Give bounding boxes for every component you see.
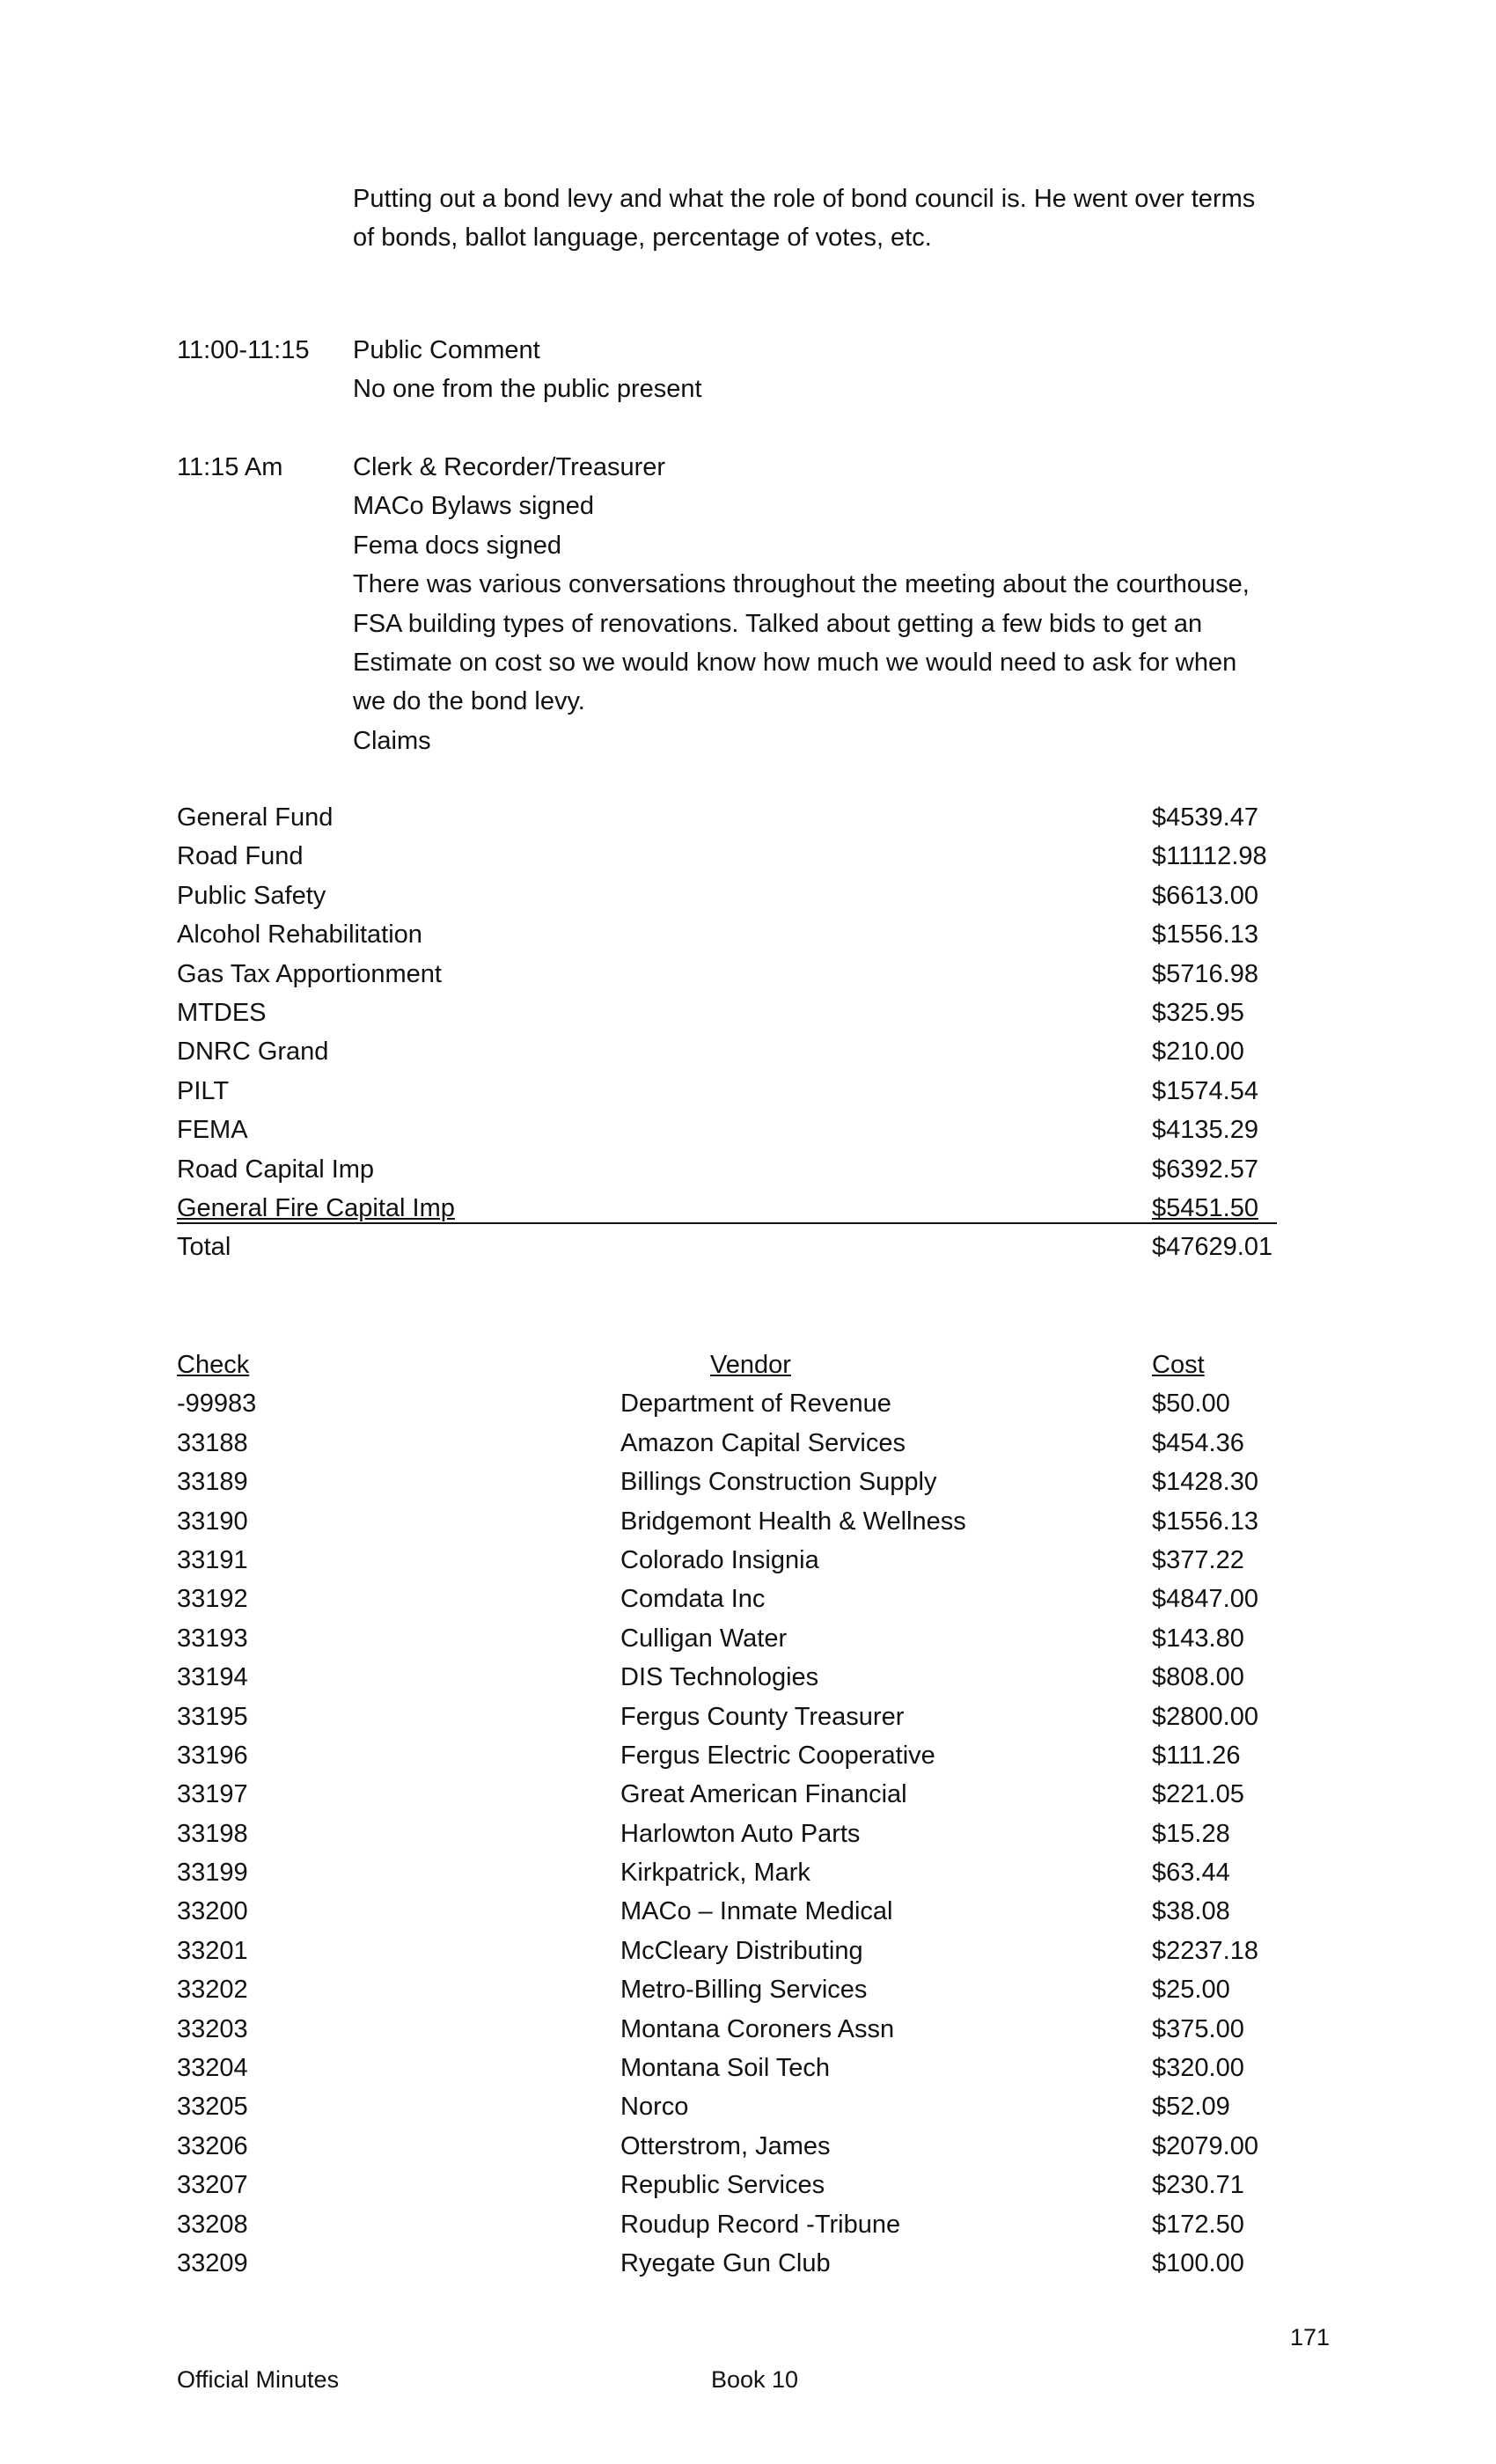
clerk-line: FSA building types of renovations. Talked about getting a few bids to get an xyxy=(353,609,1203,638)
check-cost: $143.80 xyxy=(1152,1624,1244,1653)
check-cost: $4847.00 xyxy=(1152,1585,1258,1614)
fund-total-row xyxy=(177,1228,1277,1266)
check-number: 33208 xyxy=(177,2210,248,2239)
check-rows xyxy=(177,1384,1277,2283)
vendor-name: Ryegate Gun Club xyxy=(620,2248,831,2277)
check-number: 33192 xyxy=(177,1585,248,1614)
fund-name: Public Safety xyxy=(177,881,326,910)
check-row xyxy=(177,2049,1277,2087)
public-comment-time: 11:00-11:15 xyxy=(177,336,310,364)
check-row xyxy=(177,1424,1277,1463)
fund-row xyxy=(177,1150,1277,1189)
check-number: 33195 xyxy=(177,1702,248,1731)
check-row xyxy=(177,1853,1277,1892)
fund-name: DNRC Grand xyxy=(177,1038,329,1067)
check-number: 33207 xyxy=(177,2171,248,2200)
fund-name: General Fire Capital Imp xyxy=(177,1193,455,1222)
footer-book: Book 10 xyxy=(711,2366,799,2393)
vendor-name: Department of Revenue xyxy=(620,1390,891,1419)
fund-amount: $4539.47 xyxy=(1152,803,1258,832)
check-row xyxy=(177,1815,1277,1853)
check-row xyxy=(177,1619,1277,1658)
check-cost: $100.00 xyxy=(1152,2248,1244,2277)
check-row xyxy=(177,1502,1277,1541)
check-row xyxy=(177,1463,1277,1501)
clerk-line: we do the bond levy. xyxy=(353,687,585,716)
fund-amount: $1556.13 xyxy=(1152,920,1258,950)
intro-paragraph xyxy=(353,180,1347,258)
fund-name: PILT xyxy=(177,1076,230,1105)
check-cost: $375.00 xyxy=(1152,2014,1244,2043)
fund-amount: $210.00 xyxy=(1152,1038,1244,1067)
vendor-name: DIS Technologies xyxy=(620,1663,819,1692)
check-number: 33194 xyxy=(177,1663,248,1692)
check-number: -99983 xyxy=(177,1390,257,1419)
check-row xyxy=(177,1892,1277,1931)
check-cost: $1428.30 xyxy=(1152,1468,1258,1497)
vendor-name: Great American Financial xyxy=(620,1780,907,1809)
fund-amount: $5451.50 xyxy=(1152,1193,1258,1222)
check-cost: $2237.18 xyxy=(1152,1936,1258,1965)
fund-amount: $11112.98 xyxy=(1152,842,1267,871)
clerk-time: 11:15 Am xyxy=(177,453,283,481)
vendor-name: Fergus County Treasurer xyxy=(620,1702,905,1731)
check-cost: $230.71 xyxy=(1152,2171,1244,2200)
check-cost: $1556.13 xyxy=(1152,1507,1258,1536)
check-register-table xyxy=(177,1346,1277,2283)
vendor-name: Norco xyxy=(620,2093,689,2122)
check-number: 33199 xyxy=(177,1859,248,1888)
vendor-name: McCleary Distributing xyxy=(620,1936,863,1965)
vendor-name: Metro-Billing Services xyxy=(620,1976,868,2005)
check-row xyxy=(177,1736,1277,1775)
intro-line: Putting out a bond levy and what the role of bond council is. He went over terms xyxy=(353,185,1256,213)
fund-row xyxy=(177,837,1277,876)
fund-row xyxy=(177,1072,1277,1111)
check-number: 33189 xyxy=(177,1468,248,1497)
check-row xyxy=(177,1384,1277,1423)
check-cost: $25.00 xyxy=(1152,1976,1230,2005)
clerk-line: Fema docs signed xyxy=(353,531,561,560)
fund-amount: $6392.57 xyxy=(1152,1155,1258,1184)
clerk-line: MACo Bylaws signed xyxy=(353,492,594,521)
check-number: 33198 xyxy=(177,1819,248,1848)
check-row xyxy=(177,1932,1277,1970)
vendor-name: Fergus Electric Cooperative xyxy=(620,1741,935,1770)
check-cost: $38.08 xyxy=(1152,1897,1230,1926)
check-cost: $172.50 xyxy=(1152,2210,1244,2239)
check-cost: $63.44 xyxy=(1152,1859,1230,1888)
clerk-line: Estimate on cost so we would know how much we would need to ask for when xyxy=(353,649,1237,678)
check-number: 33204 xyxy=(177,2054,248,2083)
vendor-name: Amazon Capital Services xyxy=(620,1428,906,1457)
check-column-header: Check xyxy=(177,1351,250,1379)
claims-label: Claims xyxy=(353,726,431,755)
check-cost: $377.22 xyxy=(1152,1545,1244,1574)
total-divider-rule xyxy=(177,1222,1277,1224)
check-cost: $15.28 xyxy=(1152,1819,1230,1848)
public-comment-note: No one from the public present xyxy=(353,375,702,404)
fund-name: FEMA xyxy=(177,1116,248,1145)
check-number: 33202 xyxy=(177,1976,248,2005)
fund-name: General Fund xyxy=(177,803,334,832)
check-number: 33203 xyxy=(177,2014,248,2043)
check-row xyxy=(177,1658,1277,1697)
clerk-heading: Clerk & Recorder/Treasurer xyxy=(353,453,666,481)
check-row xyxy=(177,2087,1277,2126)
check-number: 33205 xyxy=(177,2093,248,2122)
fund-amount: $4135.29 xyxy=(1152,1116,1258,1145)
fund-row xyxy=(177,798,1277,837)
vendor-name: Roudup Record -Tribune xyxy=(620,2210,901,2239)
vendor-name: Harlowton Auto Parts xyxy=(620,1819,861,1848)
check-cost: $320.00 xyxy=(1152,2054,1244,2083)
vendor-name: Bridgemont Health & Wellness xyxy=(620,1507,966,1536)
fund-row xyxy=(177,1032,1277,1071)
page-number: 171 xyxy=(1290,2324,1331,2350)
vendor-name: Otterstrom, James xyxy=(620,2131,831,2160)
check-cost: $2800.00 xyxy=(1152,1702,1258,1731)
fund-total-label: Total xyxy=(177,1233,231,1262)
check-number: 33190 xyxy=(177,1507,248,1536)
public-comment-section xyxy=(353,331,1347,409)
footer-title: Official Minutes xyxy=(177,2366,340,2393)
check-row xyxy=(177,1541,1277,1580)
check-number: 33206 xyxy=(177,2131,248,2160)
check-number: 33191 xyxy=(177,1545,248,1574)
check-number: 33197 xyxy=(177,1780,248,1809)
check-cost: $50.00 xyxy=(1152,1390,1230,1419)
vendor-name: Comdata Inc xyxy=(620,1585,766,1614)
check-number: 33193 xyxy=(177,1624,248,1653)
fund-row xyxy=(177,876,1277,915)
intro-line: of bonds, ballot language, percentage of votes, etc. xyxy=(353,224,932,253)
fund-name: Road Fund xyxy=(177,842,304,871)
fund-amount: $1574.54 xyxy=(1152,1076,1258,1105)
fund-amount: $5716.98 xyxy=(1152,959,1258,988)
check-row xyxy=(177,1775,1277,1814)
check-number: 33196 xyxy=(177,1741,248,1770)
cost-column-header: Cost xyxy=(1152,1351,1205,1379)
check-cost: $2079.00 xyxy=(1152,2131,1258,2160)
fund-row xyxy=(177,994,1277,1032)
fund-name: Gas Tax Apportionment xyxy=(177,959,442,988)
fund-claims-table xyxy=(177,798,1277,1267)
check-cost: $111.26 xyxy=(1152,1741,1241,1770)
check-row xyxy=(177,2244,1277,2283)
vendor-column-header: Vendor xyxy=(710,1351,791,1379)
check-cost: $52.09 xyxy=(1152,2093,1230,2122)
check-table-header xyxy=(177,1346,1277,1384)
check-number: 33200 xyxy=(177,1897,248,1926)
vendor-name: Culligan Water xyxy=(620,1624,788,1653)
check-row xyxy=(177,2205,1277,2244)
check-row xyxy=(177,2010,1277,2049)
check-number: 33201 xyxy=(177,1936,248,1965)
fund-amount: $6613.00 xyxy=(1152,881,1258,910)
vendor-name: Montana Soil Tech xyxy=(620,2054,831,2083)
check-row xyxy=(177,2166,1277,2204)
clerk-line: There was various conversations throughout the meeting about the courthouse, xyxy=(353,570,1250,599)
clerk-section xyxy=(353,448,1347,760)
check-row xyxy=(177,2127,1277,2166)
check-cost: $808.00 xyxy=(1152,1663,1244,1692)
check-number: 33188 xyxy=(177,1428,248,1457)
fund-row xyxy=(177,915,1277,954)
check-row xyxy=(177,1970,1277,2009)
fund-amount: $325.95 xyxy=(1152,998,1244,1027)
fund-row xyxy=(177,1111,1277,1149)
vendor-name: Kirkpatrick, Mark xyxy=(620,1859,810,1888)
check-row xyxy=(177,1580,1277,1618)
check-row xyxy=(177,1698,1277,1736)
fund-name: MTDES xyxy=(177,998,267,1027)
vendor-name: Colorado Insignia xyxy=(620,1545,819,1574)
fund-total-amount: $47629.01 xyxy=(1152,1233,1273,1262)
fund-name: Alcohol Rehabilitation xyxy=(177,920,422,950)
vendor-name: MACo – Inmate Medical xyxy=(620,1897,893,1926)
check-number: 33209 xyxy=(177,2248,248,2277)
check-cost: $221.05 xyxy=(1152,1780,1244,1809)
fund-name: Road Capital Imp xyxy=(177,1155,375,1184)
fund-row xyxy=(177,955,1277,994)
public-comment-heading: Public Comment xyxy=(353,336,540,364)
vendor-name: Republic Services xyxy=(620,2171,825,2200)
vendor-name: Billings Construction Supply xyxy=(620,1468,937,1497)
vendor-name: Montana Coroners Assn xyxy=(620,2014,895,2043)
check-cost: $454.36 xyxy=(1152,1428,1244,1457)
